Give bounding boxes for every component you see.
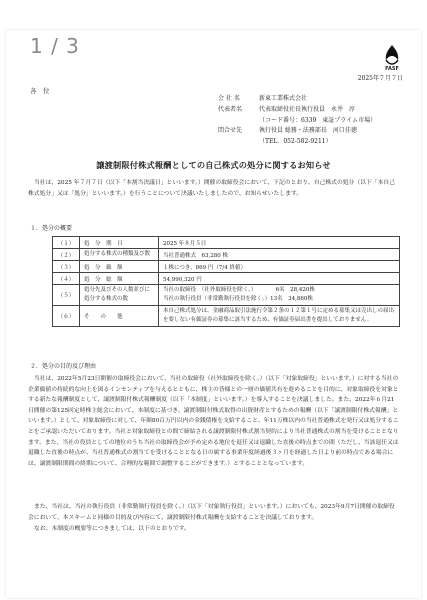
contact-row xyxy=(218,126,376,137)
table-row xyxy=(53,273,400,285)
row-value: １株につき、869 円（7/4 終値） xyxy=(159,261,400,273)
row-number: （２） xyxy=(53,249,80,261)
purpose-paragraph: 当社は、2022年5月23日開催の取締役会において、当社の取締役（社外取締役を除く。）（以下「対象取締役」といいます。）に対する当社の企業価値の持続的な向上を図るインセンティブを与えるとともに、株主の皆様との一層の価値共有を進めることを目的に、対象取締役を対象とする新たな報酬制度として、譲渡制限付株式報酬制度（以下「本制度」といいます。）を導入することを決議しました。また、2022年６月21日開催の第125回定時株主総会において、本制度に基づき、譲渡制限付株式取得の出資財産とするための報酬（以下「譲渡制限付株式報酬」といいます。）として、対象取締役に対して、年額80百万円以内の金銭債権を支給すること、年11万株以内の当社普通株式を発行又は処分することをご承認いただいております。当社と対象取締役との間で締結される譲渡制限付株式割当契約により当社普通株式の割当を受けることとなります。また、当社の役員としての地位のうち当社の取締役会が予め定める地位を退任又は退職した直後の時点までの間（ただし、当該退任又は退職した直後の時点が、当社普通株式の割当てを受けることとなる日の属する事業年度経過後３ヶ月を経過した日より前の時点である場合には、譲渡制限期間の終期について、合理的な範囲で調整することができます。）とすることとなっています。 xyxy=(28,376,399,467)
code-row xyxy=(218,116,376,127)
intro-paragraph: 当社は、2025 年７月７日（以下「本割当決議日」といいます。）開催の取締役会において、下記のとおり、自己株式の処分（以下「本自己株式処分」又は「処分」といいます。）を行うことについて決議いたしましたので、お知らせいたします。 xyxy=(28,180,395,197)
row-label: 処 分 総 額 xyxy=(80,273,159,285)
officer-paragraph: また、当社は、当社の執行役員（非常勤執行役員を除く。）（以下「対象執行役員」といいます。）においても、2023年9月7日開催の取締役会において、本スキームと同様の目的及び内容にて、譲渡制限付株式報酬を支給することを決議しております。 xyxy=(28,504,395,521)
row-label: そ の 他 xyxy=(80,306,159,327)
row-label: 処分する株式の種類及び数 xyxy=(80,249,159,261)
row-label: 処 分 期 日 xyxy=(80,237,159,249)
row-label: 処分先及びその人数並びに処分する株式の数 xyxy=(80,285,159,306)
table-row xyxy=(53,261,400,273)
value: 代表取締役社長執行役員 永井 淳 xyxy=(259,105,356,113)
row-value: 当社普通株式 63,280 株 xyxy=(159,249,400,261)
table-row xyxy=(53,306,400,327)
allottee-officers: 当社の執行役員（非常勤執行役員を除く。）13名 34,860株 xyxy=(163,296,313,302)
row-number: （３） xyxy=(53,261,80,273)
label: 会 社 名 xyxy=(218,95,240,102)
page-counter: 1 / 3 xyxy=(30,34,80,58)
document-date: 2025年７月７日 xyxy=(357,75,403,82)
section-2-heading: ２．処分の目的及び理由 xyxy=(30,363,97,370)
document-title: 譲渡制限付株式報酬としての自己株式の処分に関するお知らせ xyxy=(96,160,331,170)
row-number: （４） xyxy=(53,273,80,285)
table-row xyxy=(53,249,400,261)
allottee-directors: 当社の取締役 （社外取締役を除く。） 6名 28,420株 xyxy=(163,287,315,293)
row-value: 54,990,320 円 xyxy=(159,273,400,285)
company-logo-icon xyxy=(382,44,402,68)
company-name-row xyxy=(218,94,376,105)
row-value: 2025 年８月５日 xyxy=(159,237,400,249)
section-1-heading: １．処分の概要 xyxy=(30,225,73,232)
row-number: （５） xyxy=(53,285,80,306)
table-row xyxy=(53,285,400,306)
value: 執行役員 総務・法務部長 河口佳徳 xyxy=(259,127,357,135)
addressee: 各 位 xyxy=(30,87,50,95)
value: （TEL．052-582-9211） xyxy=(259,138,332,146)
value: （コード番号：6339 東証プライム市場） xyxy=(259,116,377,124)
row-value: 本自己株式処分は、金融商品取引法施行令第２条の１２第１号に定める募集又は売出しの届出を要しない有価証券の募集に該当するため、有価証券届出書を提出しておりません。 xyxy=(159,306,400,327)
row-number: （６） xyxy=(53,306,80,327)
label: 問合せ先 xyxy=(218,127,243,135)
label xyxy=(218,137,259,148)
row-number: （１） xyxy=(53,237,80,249)
table-row xyxy=(53,237,400,249)
label: 代表者名 xyxy=(218,105,243,113)
row-label: 処 分 価 額 xyxy=(80,261,159,273)
label xyxy=(218,116,259,127)
tel-row xyxy=(218,137,376,148)
representative-row xyxy=(218,105,376,116)
company-info xyxy=(218,94,376,148)
row-value xyxy=(159,285,400,306)
summary-lead-line: なお、本制度の概要等につきましては、以下のとおりです。 xyxy=(34,526,190,532)
value: 新東工業株式会社 xyxy=(259,95,308,102)
disposal-summary-table xyxy=(52,236,400,327)
logo-text: FASF xyxy=(385,66,399,72)
